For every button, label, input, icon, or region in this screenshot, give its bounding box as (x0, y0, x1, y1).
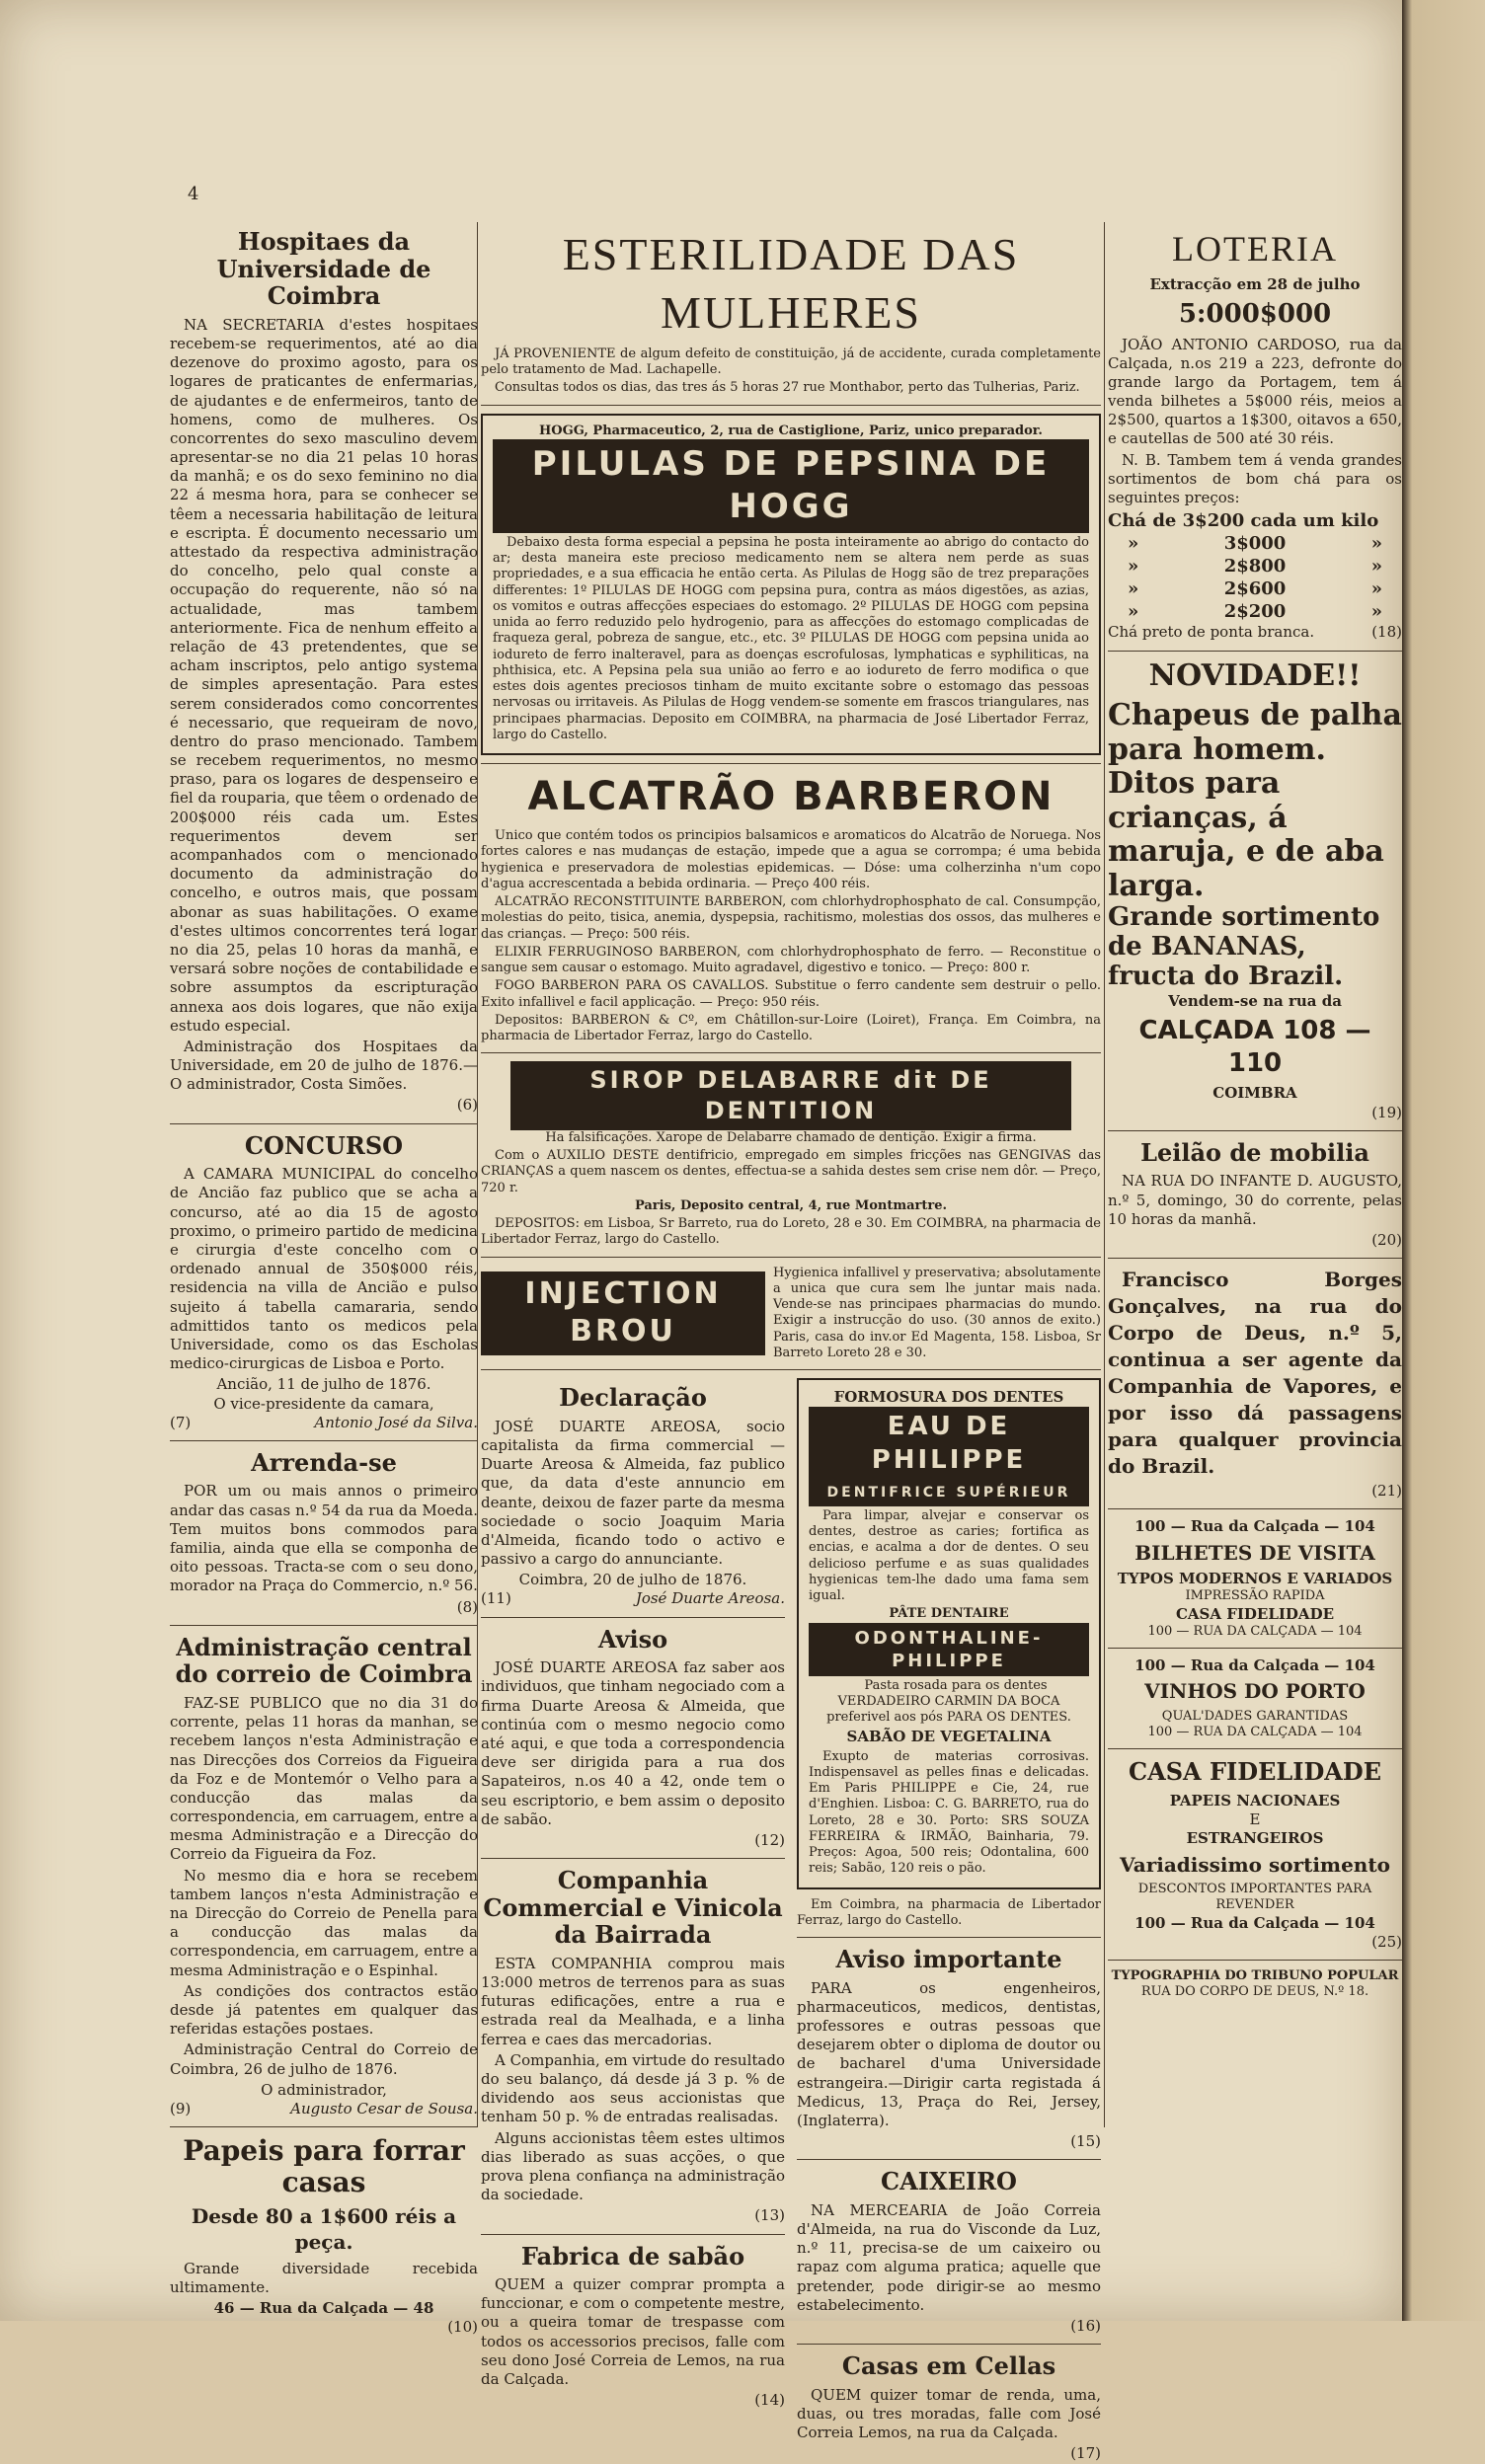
next-page-edge (1402, 0, 1485, 2321)
leilao-body: NA RUA DO INFANTE D. AUGUSTO, n.º 5, domingo, 30 do corrente, pelas 10 horas da manhã. (1108, 1172, 1402, 1228)
novidade-number: (19) (1371, 1103, 1402, 1121)
loteria-body: JOÃO ANTONIO CARDOSO, rua da Calçada, n.os 219 a 223, defronte do grande largo da Portagem, tem á venda bilhetes a 5$000 réis, meios a 2$500, quartos a 1$300, oitavos a 650, e cautellas de 500 até 30 réis. (1108, 335, 1402, 448)
loteria-nb: N. B. Tambem tem á venda grandes sortimentos de bom chá para os seguintes preços: (1108, 450, 1402, 507)
cha-line: Chá de 3$200 cada um kilo (1108, 510, 1379, 532)
correio-signature: Augusto Cesar de Sousa. (290, 2099, 478, 2118)
declaracao-title: Declaração (559, 1383, 707, 1413)
novidade-title: NOVIDADE!! (1148, 657, 1362, 693)
sirop-paris: Paris, Deposito central, 4, rue Montmartre. (634, 1197, 948, 1213)
visita-casa: CASA FIDELIDADE (1175, 1604, 1335, 1623)
vinhos-subtitle: QUAL'DADES GARANTIDAS (1161, 1708, 1349, 1724)
companhia-body-1: ESTA COMPANHIA comprou mais 13:000 metros de terrenos para as suas futuras edificações, entre a rua e estrada real da Mealhada, e a linha ferrea e caes das mercadorias. (481, 1954, 785, 2048)
esterilidade-body: JÁ PROVENIENTE de algum defeito de constituição, já de accidente, curada completamente pelo tratamento de Mad. Lachapelle. (481, 346, 1101, 377)
correio-sig1: O administrador, (261, 2080, 387, 2099)
visita-subtitle: TYPOS MODERNOS E VARIADOS (1117, 1570, 1393, 1588)
ditto-mark: » (1128, 533, 1139, 555)
divider (481, 1369, 1101, 1370)
novidade-body: Chapeus de palha para homem. Ditos para crianças, á maruja, e de aba larga. (1108, 698, 1402, 903)
papeis-number: (10) (447, 2318, 478, 2337)
visita-address: 100 — Rua da Calçada — 104 (1134, 1517, 1375, 1536)
cha-price-row (1108, 578, 1402, 600)
loteria-number: (18) (1371, 623, 1402, 642)
caixeiro-number: (16) (1070, 2317, 1101, 2336)
formosura-title: FORMOSURA DOS DENTES (833, 1388, 1064, 1407)
concurso-date: Ancião, 11 de julho de 1876. (216, 1375, 431, 1394)
divider (1108, 1130, 1402, 1131)
divider (481, 763, 1101, 764)
cha-price-row (1108, 555, 1402, 578)
vinhos-address-2: 100 — RUA DA CALÇADA — 104 (1147, 1725, 1363, 1740)
loteria-date: Extracção em 28 de julho (1149, 275, 1361, 294)
alcatrao-reconstituinte: ALCATRÃO RECONSTITUINTE BARBERON, com chlorhydrophosphato de cal. Consumpção, molestias do peito, tisica, anemia, dyspepsia, rachitismo, molestias dos ossos, das mulheres e das crianças. — Preço: 500 réis. (481, 894, 1101, 942)
loteria-prize: 5:000$000 (1178, 299, 1332, 330)
casas-body: QUEM quizer tomar de renda, uma, duas, ou tres moradas, falle com José Correia Lemos, na rua da Calçada. (797, 2385, 1101, 2442)
aviso-importante-number: (15) (1070, 2132, 1101, 2151)
fabrica-number: (14) (754, 2391, 785, 2410)
correio-number: (9) (170, 2099, 192, 2118)
divider (1108, 651, 1402, 652)
hospitaes-body: NA SECRETARIA d'estes hospitaes recebem-se requerimentos, até ao dia dezenove do proximo agosto, para os logares de praticantes de enfermarias, de ajudantes e de enfermeiros, tanto de homens, como de mulheres. Os concorrentes do sexo masculino devem apresentar-se no dia 21 pelas 10 horas da manhã; e os do sexo feminino no dia 22 á mesma hora, para se conhecer se têem a necessaria habilitação de leitura e escripta. É documento necessario um attestado da respectiva administração do concelho, pelo qual conste a occupação do requerente, não só na actualidade, mas tambem anteriormente. Fica de nenhum effeito a relação de 43 pretendentes, que se acham inscriptos, pelo antigo systema de simples apresentação. Para estes serem considerados como concorrentes é necessario, que requeiram de novo, dentro do praso mencionado. Tambem se recebem requerimentos, no mesmo praso, para os logares de despenseiro e fiel da rouparia, que têem o ordenado de 200$000 réis cada um. Estes requerimentos devem ser acompanhados com o mencionado documento da administração do concelho, e outros mais, que possam abonar as suas habilitações. O exame d'estes ultimos concorrentes terá logar no dia 25, pelas 10 horas da manhã, e versará sobre noções de contabilidade e sobre assumptos da escripturação annexa aos dois logares, que não exija estudo especial. (170, 315, 478, 1035)
column-rule (1104, 222, 1105, 2127)
declaracao-signature: José Duarte Areosa. (635, 1589, 785, 1608)
cha-price: 2$600 (1223, 578, 1287, 600)
alcatrao-title: ALCATRÃO BARBERON (527, 774, 1055, 820)
visita-address-2: 100 — RUA DA CALÇADA — 104 (1147, 1623, 1363, 1639)
injection-banner: INJECTION BROU (481, 1271, 765, 1355)
alcatrao-depositos: Depositos: BARBERON & Cº, em Châtillon-sur-Loire (Loiret), França. Em Coimbra, na pharmacia de Libertador Ferraz, largo do Castello. (481, 1012, 1101, 1044)
injection-body: Hygienica infallivel y preservativa; absolutamente a unica que cura sem lhe juntar mais nada. Vende-se nas principaes pharmacias do mundo. Exigir a instrucção do uso. (30 annos de exito.) Paris, casa do inv.or Ed Magenta, 158. Lisboa, Sr Barreto Loreto 28 e 30. (773, 1265, 1101, 1360)
cha-price-row (1108, 532, 1402, 555)
alcatrao-fogo: FOGO BARBERON PARA OS CAVALLOS. Substitue o ferro candente sem destruir o pello. Exito infallivel e facil applicação. — Preço: 950 réis. (481, 978, 1101, 1010)
declaracao-date: Coimbra, 20 de julho de 1876. (518, 1571, 747, 1589)
hogg-banner: PILULAS DE PEPSINA DE HOGG (493, 439, 1089, 533)
caixeiro-body: NA MERCEARIA de João Correia d'Almeida, na rua do Visconde da Luz, n.º 11, precisa-se de um caixeiro ou rapaz com alguma pratica; aquelle que pretender, pode dirigir-se ao mesmo estabelecimento. (797, 2200, 1101, 2314)
fabrica-body: QUEM a quizer comprar prompta a funccionar, e com o competente mestre, ou a queira tomar de trespasse com todos os accessorios precisos, falle com seu dono José Correia de Lemos, na rua da Calçada. (481, 2275, 785, 2389)
sirop-banner: SIROP DELABARRE dit DE DENTITION (510, 1061, 1071, 1129)
column-2 (481, 222, 1101, 2464)
divider (170, 1440, 478, 1441)
concurso-number: (7) (170, 1413, 192, 1431)
divider (481, 1257, 1101, 1258)
ads-left (481, 1378, 785, 2463)
page-number: 4 (188, 184, 199, 204)
concurso-body: A CAMARA MUNICIPAL do concelho de Ancião faz publico que se acha a concurso, até ao dia 15 de agosto proximo, o primeiro partido de medicina e cirurgia d'este concelho com o ordenado annual de 350$000 réis, residencia na villa de Ancião e pulso sujeito á tabella camararia, sendo admittidos tanto os medicos pela Universidade, como os das Escholas medico-cirurgicas de Lisboa e Porto. (170, 1165, 478, 1373)
ditto-mark: » (1370, 533, 1382, 555)
aviso-number: (12) (754, 1830, 785, 1849)
divider (1108, 1648, 1402, 1649)
divider (481, 1052, 1101, 1053)
casa-e: E (1249, 1810, 1261, 1829)
sirop-body: Com o AUXILIO DESTE dentifricio, empregado em simples fricções nas GENGIVAS das CRIANÇAS a quem nascem os dentes, effectua-se a sahida destes sem crise nem dôr. — Preço, 720 r. (481, 1148, 1101, 1195)
casa-address: 100 — Rua da Calçada — 104 (1134, 1913, 1375, 1932)
leilao-number: (20) (1371, 1230, 1402, 1249)
formosura-body-2: Pasta rosada para os dentes VERDADEIRO CARMIN DA BOCA preferivel aos pós PARA OS DENTES. (826, 1677, 1071, 1726)
cha-price-row (1108, 600, 1402, 623)
divider (1108, 1258, 1402, 1259)
divider (170, 1123, 478, 1124)
ditto-mark: » (1128, 556, 1139, 578)
formosura-pate: PÂTE DENTAIRE (889, 1606, 1009, 1622)
casa-variadissimo: Variadissimo sortimento (1120, 1852, 1390, 1877)
correio-body-3: As condições dos contractos estão desde já patentes em qualquer das referidas estações postaes. (170, 1981, 478, 2039)
correio-title: Administração central do correio de Coimbra (175, 1632, 473, 1689)
papeis-address: 46 — Rua da Calçada — 48 (213, 2299, 434, 2318)
esterilidade-title: ESTERILIDADE DAS MULHERES (562, 229, 1020, 338)
papeis-title: Papeis para forrar casas (183, 2134, 465, 2199)
visita-title: BILHETES DE VISITA (1134, 1540, 1375, 1565)
companhia-body-3: Alguns accionistas têem estes ultimos dias liberado as suas acções, o que prova plena confiança na administração da sociedade. (481, 2128, 785, 2204)
divider (481, 1858, 785, 1859)
declaracao-body: JOSÉ DUARTE AREOSA, socio capitalista da firma commercial — Duarte Areosa & Almeida, faz publico que, da data d'este annuncio em deante, deixou de fazer parte da mesma sociedade o socio Joaquim Maria d'Almeida, ficando todo o activo e passivo a cargo do annunciante. (481, 1417, 785, 1569)
divider (797, 2159, 1101, 2160)
arrenda-body: POR um ou mais annos o primeiro andar das casas n.º 54 da rua da Moeda. Tem muitos bons commodos para familia, ainda que ella se componha de oito pessoas. Tracta-se com o seu dono, morador na Praça do Commercio, n.º 56. (170, 1482, 478, 1595)
alcatrao-elixir: ELIXIR FERRUGINOSO BARBERON, com chlorhydrophosphato de ferro. — Reconstitue o sangue sem causar o estomago. Muito agradavel, digestivo e tonico. — Preço: 800 r. (481, 944, 1101, 976)
cha-footer-row (1108, 623, 1402, 642)
sirop-line: Ha falsificações. Xarope de Delabarre chamado de dentição. Exigir a firma. (545, 1129, 1037, 1145)
formosura-body: Para limpar, alvejar e conservar os dentes, destroe as caries; fortifica as encias, e acalma a dor de dentes. O seu delicioso perfume e as suas qualidades hygienicas tem-lhe dado uma fama sem igual. (809, 1507, 1089, 1604)
companhia-title: Companhia Commercial e Vinicola da Bairrada (483, 1866, 783, 1950)
casas-number: (17) (1070, 2444, 1101, 2463)
divider (170, 2126, 478, 2127)
aviso-importante-title: Aviso importante (835, 1945, 1062, 1974)
casa-title: CASA FIDELIDADE (1128, 1757, 1382, 1787)
injection-ad (481, 1266, 1101, 1362)
hogg-header: HOGG, Pharmaceutico, 2, rua de Castiglione, Pariz, unico preparador. (539, 423, 1043, 438)
ditto-mark: » (1370, 556, 1382, 578)
aviso-importante-body: PARA os engenheiros, pharmaceuticos, medicos, dentistas, professores e outras pessoas que desejarem obter o diploma de doutor ou de bacharel d'uma Universidade estrangeira.—Dirigir carta registada á Medicus, 13, Praça do Rei, Jersey, (Inglaterra). (797, 1978, 1101, 2129)
declaracao-sig-row (481, 1589, 785, 1608)
ditto-mark: » (1128, 601, 1139, 623)
hogg-body: Debaixo desta forma especial a pepsina he posta inteiramente ao abrigo do contacto do ar; desta maneira este precioso medicamento nem se altera nem perde as suas propriedades, e a sua efficacia he então certa. As Pilulas de Hogg são de trez preparações differentes: 1º PILULAS DE HOGG com pepsina pura, contra as máos digestões, as azias, os vomitos e outras affecções especiaes do estomago. 2º PILULAS DE HOGG com pepsina unida ao ferro reduzido pelo hydrogenio, para as affecções do estomago complicadas de fraqueza geral, pobreza de sangue, etc., etc. 3º PILULAS DE HOGG com pepsina unida ao iodureto de ferro inalteravel, para as doenças escrofulosas, lymphaticas e syphiliticas, na phthisica, etc. A Pepsina pela sua união ao ferro e ao iodureto de ferro modifica o que estes dois agentes preciosos tinham de muito excitante sobre o estomago das pessoas nervosas ou irritaveis. As Pilulas de Hogg vendem-se somente em frascos triangulares, nas principaes pharmacias. Deposito em COIMBRA, na pharmacia de José Libertador Ferraz, largo do Castello. (493, 534, 1089, 742)
companhia-number: (13) (754, 2206, 785, 2225)
loteria-title: LOTERIA (1172, 229, 1338, 269)
companhia-body-2: A Companhia, em virtude do resultado do seu balanço, dá desde já 3 p. % de dividendo aos seus accionistas que tenham 50 p. % de entradas realisadas. (481, 2050, 785, 2126)
arrenda-number: (8) (456, 1597, 478, 1616)
fabrica-title: Fabrica de sabão (520, 2241, 745, 2271)
concurso-title: CONCURSO (244, 1130, 404, 1160)
novidade-city: COIMBRA (1212, 1084, 1297, 1103)
sirop-depositos: DEPOSITOS: em Lisboa, Sr Barreto, rua do Loreto, 28 e 30. Em COIMBRA, na pharmacia de Libertador Ferraz, largo do Castello. (481, 1216, 1101, 1248)
divider (481, 1617, 785, 1618)
cha-price: 2$800 (1223, 556, 1287, 578)
divider (1108, 1748, 1402, 1749)
vinhos-address: 100 — Rua da Calçada — 104 (1134, 1656, 1375, 1675)
hospitaes-footer: Administração dos Hospitaes da Universidade, em 20 de julho de 1876.—O administrador, Costa Simões. (170, 1037, 478, 1094)
hogg-ad (481, 414, 1101, 756)
formosura-banner: EAU DE PHILIPPE (809, 1407, 1089, 1481)
visita-impressao: IMPRESSÃO RAPIDA (1185, 1588, 1325, 1604)
papeis-body: Grande diversidade recebida ultimamente. (170, 2259, 478, 2296)
novidade-address: CALÇADA 108 — 110 (1138, 1015, 1371, 1079)
formosura-ad (797, 1378, 1101, 1888)
formosura-body-3: Exupto de materias corrosivas. Indispensavel as pelles finas e delicadas. Em Paris PHILIPPE e Cie, 24, rue d'Enghien. Lisboa: C. G. BARRETO, rua do Loreto, 28 e 30. Porto: SRS SOUZA FERREIRA & IRMÃO, Bainharia, 79. Preços: Agoa, 500 reis; Odontalina, 600 reis; Sabão, 120 reis o pão. (809, 1748, 1089, 1877)
formosura-odonthaline: ODONTHALINE-PHILIPPE (809, 1623, 1089, 1676)
aviso-body: JOSÉ DUARTE AREOSA faz saber aos individuos, que tinham negociado com a firma Duarte Areosa & Almeida, que continúa com o mesmo negocio como até aqui, e que toda a correspondencia deve ser dirigida para a rua dos Sapateiros, n.os 40 a 42, onde tem o seu escriptorio, e bem assim o deposito de sabão. (481, 1658, 785, 1828)
cha-price: 3$000 (1223, 533, 1287, 555)
hospitaes-title: Hospitaes da Universidade de Coimbra (216, 227, 431, 311)
formosura-sabao: SABÃO DE VEGETALINA (846, 1728, 1052, 1746)
concurso-signature: Antonio José da Silva. (314, 1413, 478, 1431)
novidade-bananas: Grande sortimento de BANANAS, fructa do Brazil. (1108, 902, 1380, 991)
hospitaes-number: (6) (456, 1096, 478, 1115)
declaracao-number: (11) (481, 1589, 511, 1608)
divider (1108, 1508, 1402, 1509)
francisco-number: (21) (1371, 1482, 1402, 1501)
divider (481, 2234, 785, 2235)
alcatrao-body: Unico que contém todos os principios balsamicos e aromaticos do Alcatrão de Noruega. Nos fortes calores e nas mudanças de estação, impede que a agua se corrompa; é uma bebida hygienica e preservadora de molestias epidemicas. — Dóse: uma colherzinha n'um copo d'agua accrescentada a bebida ordinaria. — Preço 400 réis. (481, 828, 1101, 891)
correio-sig-row (170, 2100, 478, 2118)
typographia: TYPOGRAPHIA DO TRIBUNO POPULAR (1111, 1968, 1399, 1984)
aviso-title: Aviso (597, 1624, 668, 1654)
casas-title: Casas em Cellas (841, 2351, 1056, 2381)
novidade-vende: Vendem-se na rua da (1168, 991, 1342, 1010)
divider (170, 1625, 478, 1626)
ditto-mark: » (1370, 578, 1382, 600)
formosura-subtitle: DENTIFRICE SUPÉRIEUR (809, 1481, 1089, 1506)
concurso-sig1: O vice-presidente da camara, (213, 1394, 434, 1413)
divider (481, 405, 1101, 406)
typographia-address: RUA DO CORPO DE DEUS, N.º 18. (1140, 1984, 1369, 2000)
arrenda-title: Arrenda-se (251, 1447, 397, 1477)
cha-price: 2$200 (1223, 601, 1287, 623)
two-column-ads (481, 1378, 1101, 2463)
divider (797, 2344, 1101, 2345)
casa-descontos: DESCONTOS IMPORTANTES PARA REVENDER (1137, 1882, 1372, 1913)
ads-right (797, 1378, 1101, 2463)
ditto-mark: » (1128, 578, 1139, 600)
cha-footer: Chá preto de ponta branca. (1108, 623, 1315, 642)
ditto-mark: » (1370, 601, 1382, 623)
column-3 (1108, 222, 1402, 2001)
papeis-price: Desde 80 a 1$600 réis a peça. (191, 2204, 457, 2255)
casa-subtitle-2: ESTRANGEIROS (1186, 1829, 1324, 1848)
casa-number: (25) (1371, 1932, 1402, 1951)
formosura-deposito: Em Coimbra, na pharmacia de Libertador Ferraz, largo do Castello. (797, 1896, 1101, 1928)
correio-body-2: No mesmo dia e hora se recebem tambem lanços n'esta Administração e na Direcção do Correio de Penella para a conducção das malas da correspondencia, em carruagem, entre a mesma Administração e o Espinhal. (170, 1866, 478, 1979)
casa-subtitle-1: PAPEIS NACIONAES (1169, 1792, 1341, 1810)
vinhos-title: VINHOS DO PORTO (1144, 1679, 1366, 1704)
esterilidade-hours: Consultas todos os dias, das tres ás 5 horas 27 rue Monthabor, perto das Tulherias, Pariz. (495, 380, 1080, 396)
correio-date: Administração Central do Correio de Coimbra, 26 de julho de 1876. (170, 2040, 478, 2078)
divider (797, 1937, 1101, 1938)
divider (1108, 1960, 1402, 1961)
leilao-title: Leilão de mobilia (1140, 1137, 1369, 1167)
francisco-body: Francisco Borges Gonçalves, na rua do Corpo de Deus, n.º 5, continua a ser agente da Companhia de Vapores, e por isso dá passagens para qualquer provincia do Brazil. (1108, 1268, 1402, 1479)
correio-body-1: FAZ-SE PUBLICO que no dia 31 do corrente, pelas 11 horas da manhan, se recebem lanços n'esta Administração e nas Direcções dos Correios da Figueira da Foz e de Montemór o Velho para a conducção das malas da correspondencia, em carruagem, entre a mesma Administração e a Direcção do Correio da Figueira da Foz. (170, 1693, 478, 1864)
caixeiro-title: CAIXEIRO (881, 2167, 1017, 2196)
concurso-sig-row (170, 1414, 478, 1432)
column-1 (170, 222, 478, 2337)
